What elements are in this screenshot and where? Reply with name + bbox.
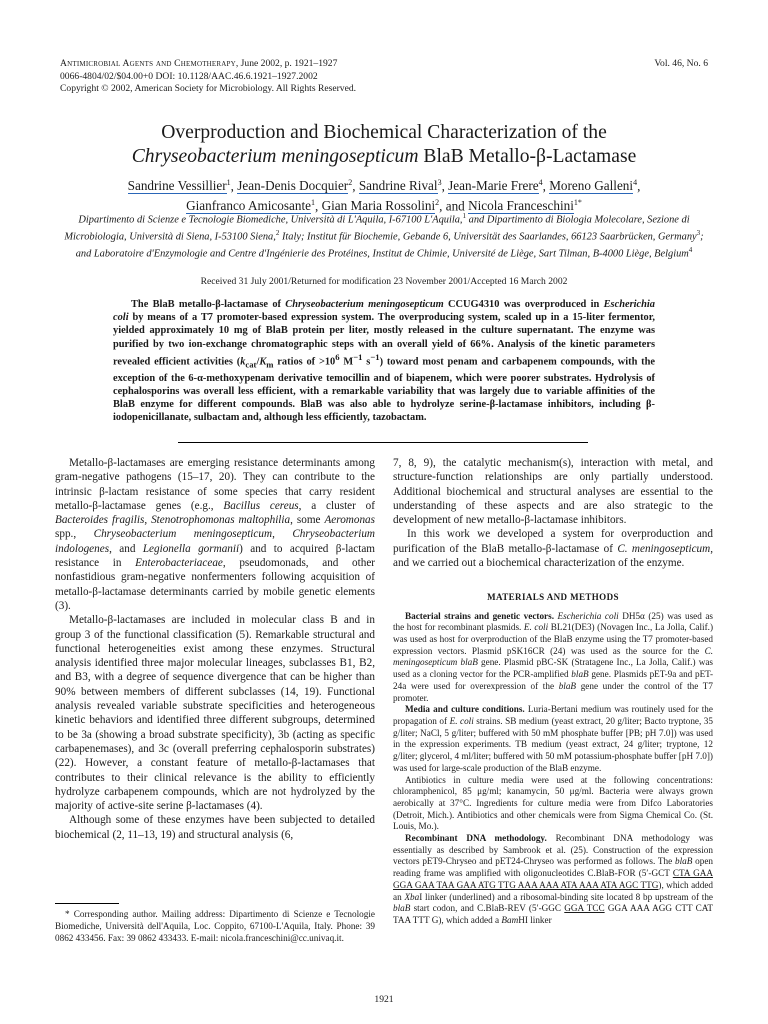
body-paragraph: In this work we developed a system for overproduction and purification of the BlaB metallo-β-lactamase of C. meningosepticum, and we carried out a biochemical characterization of the enzyme.	[393, 528, 713, 570]
footnote-divider	[55, 903, 119, 904]
author-affil-mark: 2	[348, 178, 353, 187]
affil-text: Italy; Institut für Biochemie, Gebande 6, Universität des Saarlandes, 66123 Saarbrücken, Germany	[279, 231, 697, 243]
methods-paragraph: Bacterial strains and genetic vectors. Escherichia coli DH5α (25) was used as the host for recombinant plasmids. E. coli BL21(DE3) (Novagen Inc., La Jolla, Calif.) was used as host for overproduction of the BlaB enzyme using the T7 promoter-based expression vectors. Plasmid pSK16CR (24) was used as the source for the C. meningosepticum blaB gene. Plasmid pBC-SK (Stratagene Inc., La Jolla, Calif.) was used as a cloning vector for the PCR-amplified blaB gene. Plasmids pET-9a and pET-24a were used for overexpression of the blaB gene under the control of the T7 promoter.	[393, 610, 714, 703]
author-affil-mark: 2	[435, 197, 440, 207]
title-line-1: Overproduction and Biochemical Characterization of the	[161, 122, 607, 143]
methods-paragraph: Antibiotics in culture media were used at the following concentrations: chloramphenicol, 85 μg/ml; kanamycin, 50 μg/ml. Bacteria were always grown aerobically at 37°C. Ingredients for culture media were from Difco Laboratories (Detroit, Mich.). Antibiotics and other chemicals were from Sigma Chemical Co. (St. Louis, Mo.).	[393, 774, 713, 832]
issn-doi: 0066-4804/02/$04.00+0 DOI: 10.1128/AAC.46.6.1921–1927.2002	[60, 70, 318, 82]
abstract: The BlaB metallo-β-lactamase of Chryseobacterium meningosepticum CCUG4310 was overproduced in Escherichia coli by means of a T7 promoter-based expression system. The overproducing system, scaled up in a 15-liter fermentor, yielded approximately 10 mg of BlaB protein per liter, mostly released in the culture supernatant. The enzyme was purified by two ion-exchange chromatographic steps with an overall yield of 66%. Analysis of the kinetic parameters revealed efficient activities ($k_{cat}/K_m$ ratios of $>10^6$ $M^{-1}$ $s^{-1}$) toward most penam and carbapenem compounds, with the exception of the 6-α-methoxypenam derivative temocillin and of biapenem, which were poorer substrates. Hydrolysis of cephalosporins was overall less efficient, with a remarkable variability that was largely due to variable affinities of the BlaB enzyme for different compounds. BlaB was also able to hydrolyze serine-β-lactamase inhibitors, including β-iodopenicillanate, sulbactam and, although less efficiently, tazobactam.	[113, 299, 656, 424]
author-affil-mark: 1	[310, 197, 315, 207]
author-link[interactable]: Nicola Franceschini	[468, 198, 574, 214]
received-dates: Received 31 July 2001/Returned for modification 23 November 2001/Accepted 16 March 2002	[200, 276, 568, 287]
body-paragraph: Metallo-β-lactamases are emerging resistance determinants among gram-negative pathogens (15–17, 20). They can contribute to the intrinsic β-lactam resistance of some species that carry resident metallo-β-lactamase genes (e.g., Bacillus cereus, a cluster of Bacteroides fragilis, Stenotrophomonas maltophilia, some Aeromonas spp., Chryseobacterium meningosepticum, Chryseobacterium indologenes, and Legionella gormanii) and to acquired β-lactam resistance in Enterobacteriaceae, pseudomonads, and other nonfastidious gram-negative nonfermenters following acquisition of metallo-β-lactamase determinants carried by mobile genetic elements (3).	[55, 457, 376, 612]
author-link[interactable]: Jean-Denis Docquier	[237, 178, 349, 194]
author-link[interactable]: Sandrine Rival	[358, 178, 438, 194]
author-affil-mark: 1	[226, 178, 231, 187]
right-column	[393, 456, 713, 927]
affil-mark: 3	[696, 229, 701, 238]
methods-paragraph: Media and culture conditions. Luria-Bertani medium was routinely used for the propagation of E. coli strains. SB medium (yeast extract, 20 g/liter; Bacto tryptone, 35 g/liter; NaCl, 5 g/liter; buffered with 50 mM phosphate buffer [PB; pH 7.0]) was used in the expression experiments. TB medium (yeast extract, 24 g/liter; tryptone, 12 g/liter; glycerol, 4 ml/liter; buffered with 50 mM potassium-phosphate buffer [pH 7.0]) was used for large-scale production of the BlaB enzyme.	[393, 704, 713, 773]
title-enzyme: BlaB Metallo-β-Lactamase	[418, 146, 637, 167]
body-paragraph: Metallo-β-lactamases are included in molecular class B and in group 3 of the functional classification (5). Remarkable structural and functional heterogeneities exist among these enzymes. Structural analysis identified three major molecular lineages, subclasses B1, B2, and B3, with a degree of sequence divergence that can be higher than 90% between members of different subclasses (14, 19). Functional analysis revealed variable substrate specificities and heterogeneous kinetic behaviors and identified three different subgroups, determined to be 3a (showing a broad substrate specificity), 3b (acting as specific carbapenemases), and 3c (overall preferring cephalosporin substrates) (22). However, a constant feature of metallo-β-lactamases that contributes to their clinical relevance is the ability to efficiently hydrolyze carbapenem compounds, which are not hydrolyzed by the majority of active-site serine β-lactamases (4).	[55, 614, 375, 813]
affil-text: Dipartimento di Scienze e Tecnologie Biomediche, Università di L'Aquila, I-67100 L'Aquila,	[78, 214, 463, 226]
corresponding-author-footnote: * Corresponding author. Mailing address: Dipartimento di Scienze e Tecnologie Biomediche, Università dell'Aquila, Loc. Coppito, 67100-L'Aquila, Italy. Phone: 39 0862 433456. Fax: 39 0862 433433. E-mail: nicola.franceschini@cc.univaq.it.	[55, 909, 375, 943]
author-link[interactable]: Moreno Galleni	[549, 178, 634, 194]
journal-name: Antimicrobial Agents and Chemotherapy	[60, 58, 236, 69]
title-line-2	[40, 145, 728, 169]
copyright-line: Copyright © 2002, American Society for Microbiology. All Rights Reserved.	[60, 83, 357, 94]
body-paragraph: 7, 8, 9), the catalytic mechanism(s), interaction with metal, and structure-function relationships are only partially understood. Additional biochemical and structural analyses are essential to the understanding of these aspects and are also strategic to the development of new metallo-β-lactamase inhibitors.	[393, 457, 713, 527]
affil-mark: 4	[688, 246, 693, 255]
author-affil-mark: 4	[538, 178, 543, 187]
author-link[interactable]: Jean-Marie Frere	[448, 178, 539, 194]
abstract-divider	[178, 442, 588, 443]
volume-issue: Vol. 46, No. 6	[654, 58, 708, 69]
left-column	[55, 456, 375, 842]
author-link[interactable]: Gianfranco Amicosante	[186, 198, 311, 214]
issue-date-pages: , June 2002, p. 1921–1927	[235, 58, 338, 69]
page-number: 1921	[374, 994, 394, 1005]
title-organism: Chryseobacterium meningosepticum	[131, 146, 419, 167]
article-title	[40, 121, 728, 169]
author-affil-mark: 3	[437, 178, 442, 187]
methods-text	[393, 611, 713, 927]
affil-mark: 1	[462, 212, 467, 220]
author-affil-mark: 1*	[573, 197, 582, 207]
running-header	[60, 58, 560, 96]
affil-text: ; and Laboratoire d'Enzymologie and Centre d'Ingénierie des Protéines, Institut de Chimie, Université de Liège, Sart Tilman, B-4000 Liège, Belgium	[75, 231, 704, 260]
author-link[interactable]: Sandrine Vessillier	[127, 178, 227, 194]
affil-mark: 2	[275, 229, 280, 238]
body-paragraph: Although some of these enzymes have been subjected to detailed biochemical (2, 11–13, 19) and structural analysis (6,	[55, 814, 375, 841]
author-affil-mark: 4	[633, 178, 638, 187]
methods-paragraph: Recombinant DNA methodology. Recombinant DNA methodology was essentially as described by Sambrook et al. (25). Construction of the expression vectors pET9-Chryseo and pET24-Chryseo was performed as follows. The blaB open reading frame was amplified with oligonucleotides C.BlaB-FOR (5′-GCT CTA GAA GGA GAA TAA GAA ATG TTG AAA AAA ATA AAA ATA AGC TTG), which added an XbaI linker (underlined) and a ribosomal-binding site located 8 bp upstream of the blaB start codon, and C.BlaB-REV (5′-GGC GGA TCC GGA AAA AGG CTT CAT TAA TTT G), which added a BamHI linker	[393, 833, 714, 925]
section-heading: MATERIALS AND METHODS	[487, 592, 619, 603]
author-list: Sandrine Vessillier$^1$, Jean-Denis Docquier$^2$, Sandrine Rival$^3$, Jean-Marie Frere$^4$, Moreno Galleni$^4$, Gianfranco Amicosante$^1$, Gian Maria Rossolini$^2$, and Nicola Franceschini$^{1*}$	[127, 178, 641, 214]
affiliations	[60, 210, 708, 261]
affil-text: and Dipartimento di Biologia Molecolare, Sezione di Microbiologia, Università di Siena, I-53100 Siena,	[64, 214, 690, 243]
author-link[interactable]: Gian Maria Rossolini	[321, 198, 436, 214]
